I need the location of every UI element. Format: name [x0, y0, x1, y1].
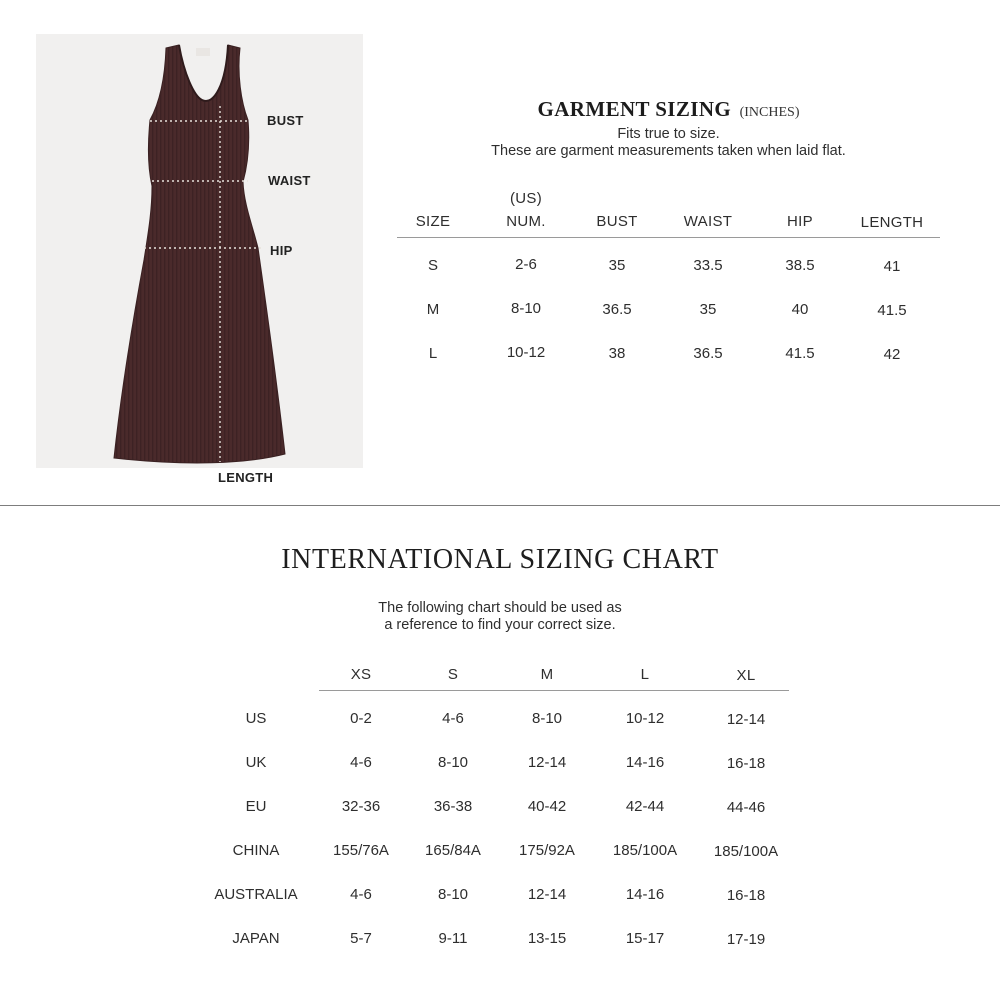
- international-chart-title: INTERNATIONAL SIZING CHART: [281, 544, 719, 575]
- garment-cell: 35: [699, 301, 717, 318]
- intl-cell: 12-14: [527, 886, 567, 903]
- intl-region-label: EU: [245, 798, 267, 815]
- intl-cell: 16-18: [726, 887, 766, 904]
- header-bust: BUST: [596, 213, 638, 230]
- garment-cell: 35: [608, 257, 626, 274]
- dress-shape: [114, 45, 285, 463]
- header-waist: WAIST: [683, 213, 733, 230]
- garment-cell: 36.5: [602, 301, 632, 318]
- intl-cell: 8-10: [531, 710, 563, 727]
- garment-cell: 38: [608, 345, 626, 362]
- intl-region-label: US: [245, 710, 267, 727]
- garment-cell: 8-10: [510, 300, 542, 317]
- intl-header-l: L: [640, 666, 650, 683]
- intl-cell: 42-44: [625, 798, 665, 815]
- garment-sizing-subtitle-2: These are garment measurements taken when laid flat.: [491, 143, 846, 159]
- garment-sizing-subtitle-1: Fits true to size.: [617, 126, 720, 142]
- intl-cell: 8-10: [437, 886, 469, 903]
- intl-header-s: S: [447, 666, 459, 683]
- garment-sizing-heading: GARMENT SIZING: [537, 97, 732, 121]
- intl-cell: 32-36: [341, 798, 381, 815]
- garment-cell: L: [428, 345, 438, 362]
- intl-cell: 12-14: [527, 754, 567, 771]
- garment-cell: S: [427, 257, 439, 274]
- intl-cell: 17-19: [726, 931, 766, 948]
- intl-header-xs: XS: [350, 666, 372, 683]
- waist-label: WAIST: [268, 173, 311, 188]
- header-hip: HIP: [787, 213, 813, 230]
- intl-header-rule: [319, 690, 789, 691]
- intl-cell: 5-7: [350, 930, 372, 947]
- intl-cell: 4-6: [350, 886, 372, 903]
- garment-cell: 42: [883, 346, 901, 363]
- garment-cell: 41.5: [877, 302, 907, 319]
- header-size: SIZE: [415, 213, 451, 230]
- intl-cell: 14-16: [625, 754, 665, 771]
- intl-cell: 4-6: [350, 754, 372, 771]
- intl-header-m: M: [540, 666, 554, 683]
- intl-region-label: UK: [245, 754, 267, 771]
- intl-region-label: JAPAN: [232, 930, 280, 947]
- intl-cell: 155/76A: [333, 842, 389, 859]
- garment-tag: [196, 48, 210, 56]
- intl-cell: 185/100A: [713, 843, 779, 860]
- intl-cell: 12-14: [726, 711, 766, 728]
- garment-cell: 33.5: [693, 257, 723, 274]
- intl-cell: 165/84A: [425, 842, 481, 859]
- bust-label: BUST: [267, 113, 304, 128]
- garment-cell: M: [426, 301, 440, 318]
- garment-cell: 40: [791, 301, 809, 318]
- intl-cell: 185/100A: [612, 842, 678, 859]
- garment-cell: 41: [883, 258, 901, 275]
- section-divider: [0, 505, 1000, 506]
- header-length: LENGTH: [860, 214, 924, 231]
- dress-image: [36, 34, 363, 468]
- header-num-top: (US): [509, 190, 543, 207]
- intl-cell: 15-17: [625, 930, 665, 947]
- international-chart-subtitle-1: The following chart should be used as: [378, 600, 622, 616]
- hip-label: HIP: [270, 243, 293, 258]
- intl-cell: 0-2: [350, 710, 372, 727]
- intl-cell: 36-38: [433, 798, 473, 815]
- intl-region-label: AUSTRALIA: [214, 886, 298, 903]
- garment-cell: 2-6: [515, 256, 537, 273]
- intl-cell: 44-46: [726, 799, 766, 816]
- international-chart-subtitle-2: a reference to find your correct size.: [384, 617, 616, 633]
- garment-header-rule: [397, 237, 940, 238]
- garment-cell: 10-12: [506, 344, 546, 361]
- intl-cell: 40-42: [527, 798, 567, 815]
- garment-cell: 38.5: [785, 257, 815, 274]
- intl-cell: 9-11: [438, 930, 468, 947]
- header-num: NUM.: [506, 213, 546, 230]
- intl-cell: 8-10: [437, 754, 469, 771]
- intl-cell: 175/92A: [519, 842, 575, 859]
- length-label: LENGTH: [218, 470, 274, 485]
- garment-cell: 41.5: [785, 345, 815, 362]
- intl-cell: 10-12: [625, 710, 665, 727]
- garment-sizing-title: [400, 97, 937, 122]
- intl-cell: 4-6: [442, 710, 464, 727]
- intl-cell: 13-15: [527, 930, 567, 947]
- garment-sizing-unit: (INCHES): [739, 105, 800, 120]
- dress-illustration: [36, 34, 363, 468]
- intl-cell: 16-18: [726, 755, 766, 772]
- intl-region-label: CHINA: [232, 842, 280, 859]
- garment-cell: 36.5: [693, 345, 723, 362]
- intl-header-xl: XL: [736, 667, 756, 684]
- intl-cell: 14-16: [625, 886, 665, 903]
